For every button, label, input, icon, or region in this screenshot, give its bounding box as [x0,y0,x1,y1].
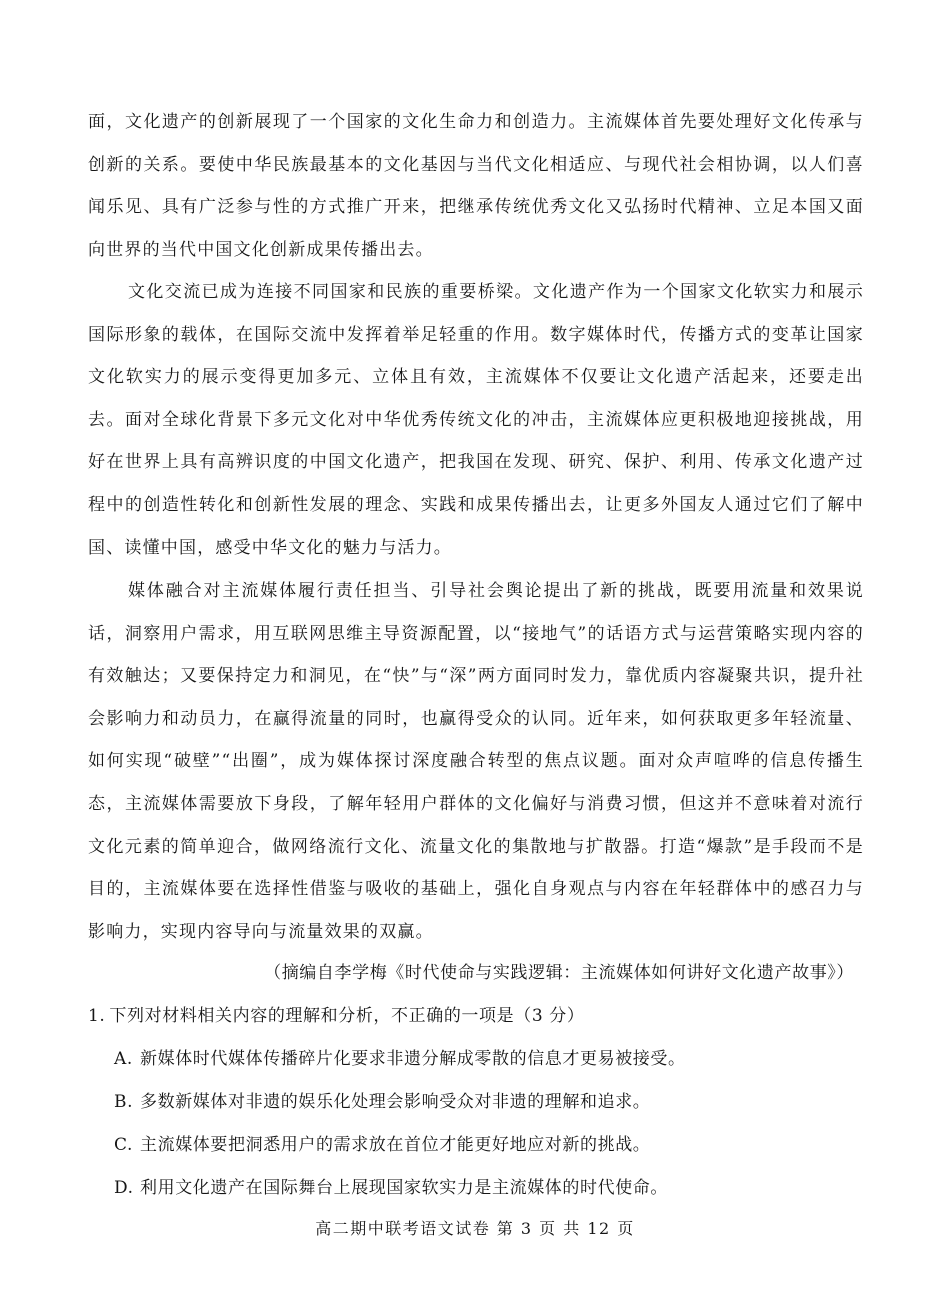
question-stem: 下列对材料相关内容的理解和分析，不正确的一项是（3 分） [109,1006,585,1026]
option-text: 多数新媒体对非遗的娱乐化处理会影响受众对非遗的理解和追求。 [140,1092,651,1112]
option-c [114,1132,650,1158]
option-b [114,1089,650,1115]
option-text: 利用文化遗产在国际舞台上展现国家软实力是主流媒体的时代使命。 [140,1178,668,1198]
question-number: 1. [88,1006,106,1026]
option-text: 新媒体时代媒体传播碎片化要求非遗分解成零散的信息才更易被接受。 [140,1049,686,1069]
passage-paragraph-1: 面，文化遗产的创新展现了一个国家的文化生命力和创造力。主流媒体首先要处理好文化传承与创新的关系。要使中华民族最基本的文化基因与当代文化相适应、与现代社会相协调，以人们喜闻乐见、具有广泛参与性的方式推广开来，把继承传统优秀文化又弘扬时代精神、立足本国又面向世界的当代中国文化创新成果传播出去。 [88,112,864,260]
passage-source-citation: （摘编自李学梅《时代使命与实践逻辑：主流媒体如何讲好文化遗产故事》） [264,963,854,983]
question-1 [88,1003,584,1029]
option-a [114,1046,686,1072]
option-letter: D. [114,1178,134,1198]
option-letter: B. [114,1092,134,1112]
passage-paragraph-3: 媒体融合对主流媒体履行责任担当、引导社会舆论提出了新的挑战，既要用流量和效果说话，洞察用户需求，用互联网思维主导资源配置，以“接地气”的话语方式与运营策略实现内容的有效触达；又要保持定力和洞见，在“快”与“深”两方面同时发力，靠优质内容凝聚共识，提升社会影响力和动员力，在赢得流量的同时，也赢得受众的认同。近年来，如何获取更多年轻流量、如何实现“破壁”“出圈”，成为媒体探讨深度融合转型的焦点议题。面对众声喧哗的信息传播生态，主流媒体需要放下身段，了解年轻用户群体的文化偏好与消费习惯，但这并不意味着对流行文化元素的简单迎合，做网络流行文化、流量文化的集散地与扩散器。打造“爆款”是手段而不是目的，主流媒体要在选择性借鉴与吸收的基础上，强化自身观点与内容在年轻群体中的感召力与影响力，实现内容导向与流量效果的双赢。 [88,581,864,942]
option-d [114,1175,668,1201]
option-letter: A. [114,1049,133,1069]
option-text: 主流媒体要把洞悉用户的需求放在首位才能更好地应对新的挑战。 [140,1135,651,1155]
option-letter: C. [114,1135,134,1155]
passage-paragraph-2: 文化交流已成为连接不同国家和民族的重要桥梁。文化遗产作为一个国家文化软实力和展示国际形象的载体，在国际交流中发挥着举足轻重的作用。数字媒体时代，传播方式的变革让国家文化软实力的展示变得更加多元、立体且有效，主流媒体不仅要让文化遗产活起来，还要走出去。面对全球化背景下多元文化对中华优秀传统文化的冲击，主流媒体应更积极地迎接挑战，用好在世界上具有高辨识度的中国文化遗产，把我国在发现、研究、保护、利用、传承文化遗产过程中的创造性转化和创新性发展的理念、实践和成果传播出去，让更多外国友人通过它们了解中国、读懂中国，感受中华文化的魅力与活力。 [88,282,864,558]
page-footer: 高二期中联考语文试卷 第 3 页 共 12 页 [315,1219,635,1238]
